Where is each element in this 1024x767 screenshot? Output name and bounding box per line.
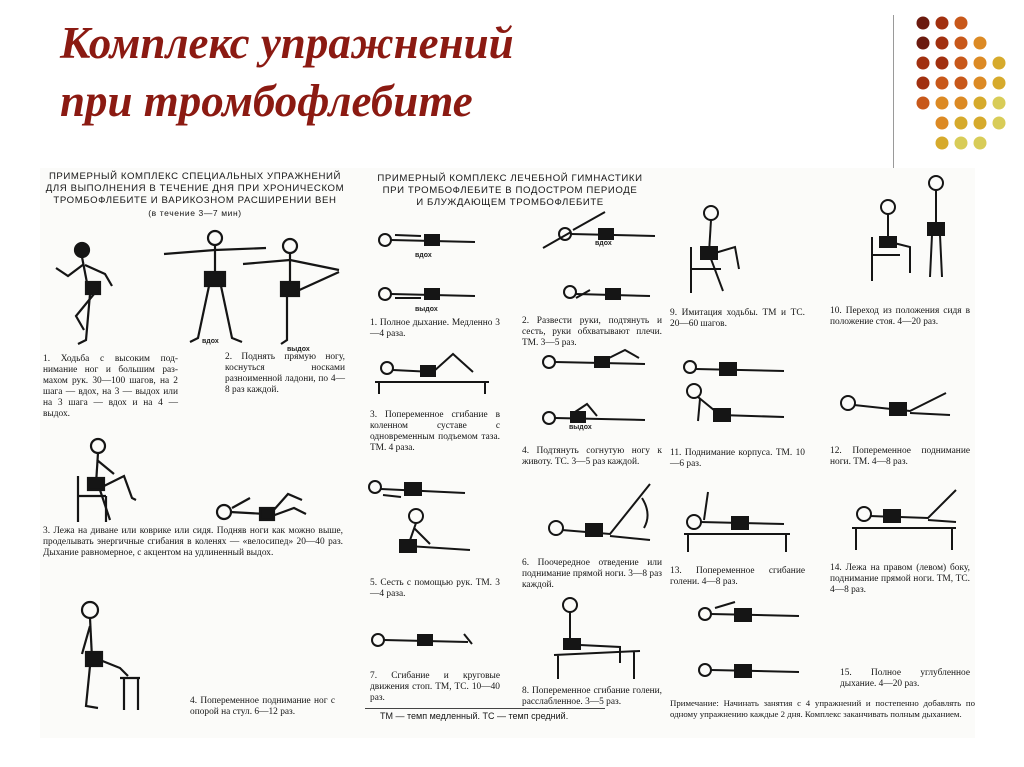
decorative-dot <box>955 77 968 90</box>
right-exercise-11: 11. Поднимание корпуса. ТМ. 10—6 раз. <box>670 448 805 469</box>
decorative-dot <box>917 37 930 50</box>
figure-knee-to-belly-2 <box>535 402 660 438</box>
decorative-dot <box>955 137 968 150</box>
figure-knee-to-belly-1 <box>535 348 660 376</box>
title-line-2: при тромбофлебите <box>60 76 473 126</box>
right-heading-line-3: И БЛУЖДАЮЩЕМ ТРОМБОФЛЕБИТЕ <box>416 197 604 208</box>
figure-side-leg-raise <box>848 486 960 554</box>
right-heading <box>375 173 645 209</box>
right-note: Примечание: Начинать занятия с 4 упражнений и постепенно добавлять по одному упражнению каждые 2 дня. Комплекс заканчивать полным дыханием. <box>670 698 975 719</box>
decorative-dot <box>936 37 949 50</box>
right-exercise-4: 4. Подтянуть согнутую ногу к животу. ТС. 3—5 раз каждой. <box>522 446 662 467</box>
decorative-dot <box>936 17 949 30</box>
figure-deep-breath-1 <box>695 598 805 630</box>
right-exercise-9: 9. Имитация ходьбы. ТМ и ТС. 20—60 шагов. <box>670 308 805 329</box>
decorative-dot <box>974 37 987 50</box>
left-exercise-3: 3. Лежа на диване или коврике или сидя. Подняв ноги как можно выше, проделывать энергичные сгибания в коленях — «велосипед» 20—40 раз. Дыхание равномерное, с акцентом на удлиненный выдох. <box>43 526 343 558</box>
figure-lower-leg-bend <box>680 486 795 556</box>
decorative-dot <box>917 97 930 110</box>
right-heading-line-1: ПРИМЕРНЫЙ КОМПЛЕКС ЛЕЧЕБНОЙ ГИМНАСТИКИ <box>377 173 643 184</box>
left-exercise-4: 4. Попеременное поднимание ног с опорой на стул. 6—12 раз. <box>190 696 335 717</box>
decorative-dot <box>917 57 930 70</box>
right-exercise-7: 7. Сгибание и круговые движения стоп. ТМ, ТС. 10—40 раз. <box>370 671 500 703</box>
right-heading-line-2: ПРИ ТРОМБОФЛЕБИТЕ В ПОДОСТРОМ ПЕРИОДЕ <box>382 185 638 196</box>
figure-torso-raise-1 <box>680 353 790 383</box>
decorative-dot <box>974 117 987 130</box>
left-heading-line-2: ДЛЯ ВЫПОЛНЕНИЯ В ТЕЧЕНИЕ ДНЯ ПРИ ХРОНИЧЕСКОМ <box>45 183 345 194</box>
decorative-dot <box>955 57 968 70</box>
figure-arms-spread-supine <box>535 208 665 258</box>
slide-title <box>60 14 760 130</box>
decorative-dot <box>955 97 968 110</box>
mark-exhale-1: выдох <box>415 306 438 313</box>
decorative-dot-grid <box>913 15 1013 165</box>
decorative-dot <box>974 77 987 90</box>
right-exercise-13: 13. Попеременное сгибание голени. 4—8 раз. <box>670 566 805 587</box>
decorative-dot <box>936 137 949 150</box>
figure-seated-bench <box>550 593 645 683</box>
decorative-dot <box>974 97 987 110</box>
decorative-dot <box>936 97 949 110</box>
left-exercise-2: 2. Поднять прямую ногу, коснуться носками разноименной ладони, по 4—8 раз каждой. <box>225 352 345 395</box>
decorative-dot <box>974 57 987 70</box>
right-exercise-12: 12. Попеременное поднимание ноги. ТМ. 4—8 раз. <box>830 446 970 467</box>
right-exercise-8: 8. Попеременное сгибание голени, расслабленное. 3—5 раз. <box>522 686 662 707</box>
figure-sit-up-hands <box>365 473 475 505</box>
decorative-dot <box>993 117 1006 130</box>
figure-walking-imitation <box>685 203 745 298</box>
decorative-dot <box>955 37 968 50</box>
decorative-dot <box>917 77 930 90</box>
left-exercise-1: 1. Ходьба с высоким под-нимание ног и большим раз-махом рук. 30—100 шагов, на 2 шага — вдох, на 3 — выдох или на 3 шага — вдох и на 4 — выдох. <box>43 354 178 419</box>
decorative-dot <box>993 57 1006 70</box>
right-exercise-2: 2. Развести руки, подтянуть и сесть, руки обхватывают плечи. ТМ. 3—5 раз. <box>522 316 662 348</box>
figure-lying-cycling <box>210 486 310 531</box>
figure-deep-breath-2 <box>695 656 805 684</box>
decorative-dot <box>936 57 949 70</box>
decorative-dot <box>936 117 949 130</box>
figure-leg-raise <box>540 478 660 553</box>
scanned-exercise-sheet <box>40 168 975 738</box>
figure-torso-raise-2 <box>680 383 790 428</box>
figure-alternate-leg-raise <box>830 383 955 428</box>
tempo-legend: ТМ — темп медленный. ТС — темп средний. <box>380 711 569 721</box>
mark-inhale-1: вдох <box>415 252 432 259</box>
figure-knee-bend-pelvis <box>373 346 493 396</box>
figure-sit-to-stand <box>870 173 960 283</box>
decorative-dot <box>993 77 1006 90</box>
decorative-dot <box>955 17 968 30</box>
decorative-dot <box>955 117 968 130</box>
decorative-dot <box>993 97 1006 110</box>
title-divider <box>893 15 894 172</box>
right-exercise-3: 3. Попеременное сгибание в коленном суставе с одновременным подъемом таза. ТМ. 4 раза. <box>370 410 500 453</box>
mark-exhale-2: выдох <box>569 424 592 431</box>
left-heading-line-3: ТРОМБОФЛЕБИТЕ И ВАРИКОЗНОМ РАСШИРЕНИИ ВЕН <box>53 195 337 206</box>
figure-foot-on-stool <box>68 598 148 713</box>
figure-high-knee-walk <box>50 238 120 348</box>
left-heading-line-1: ПРИМЕРНЫЙ КОМПЛЕКС СПЕЦИАЛЬНЫХ УПРАЖНЕНИЙ <box>48 171 342 182</box>
right-exercise-1: 1. Полное дыхание. Медленно 3—4 раза. <box>370 318 500 339</box>
mark-exhale: выдох <box>287 346 310 353</box>
right-exercise-5: 5. Сесть с помощью рук. ТМ. 3—4 раза. <box>370 578 500 599</box>
right-exercise-15: 15. Полное углубленное дыхание. 4—20 раз. <box>840 668 970 689</box>
figure-leg-to-palm <box>235 234 345 353</box>
right-exercise-10: 10. Переход из положения сидя в положение стоя. 4—20 раз. <box>830 306 970 327</box>
figure-seated-chair <box>70 436 140 526</box>
mark-inhale-2: вдох <box>595 240 612 247</box>
figure-hug-shoulders <box>540 280 660 308</box>
decorative-dot <box>917 17 930 30</box>
right-exercise-14: 14. Лежа на правом (левом) боку, поднимание прямой ноги. ТМ, ТС. 4—8 раз. <box>830 563 970 595</box>
right-exercise-6: 6. Поочередное отведение или поднимание прямой ноги. 3—8 раз каждой. <box>522 558 662 590</box>
decorative-dot <box>936 77 949 90</box>
legend-rule <box>365 708 605 709</box>
left-heading-line-4: (в течение 3—7 мин) <box>148 208 242 218</box>
mark-inhale: вдох <box>202 338 219 345</box>
figure-sitting-up <box>380 506 475 561</box>
figure-ankle-rotation <box>368 626 478 654</box>
left-heading <box>45 171 345 219</box>
figure-supine-breathing-1 <box>375 226 485 259</box>
decorative-dot <box>974 137 987 150</box>
title-line-1: Комплекс упражнений <box>60 18 514 68</box>
figure-supine-breathing-2 <box>375 280 485 313</box>
